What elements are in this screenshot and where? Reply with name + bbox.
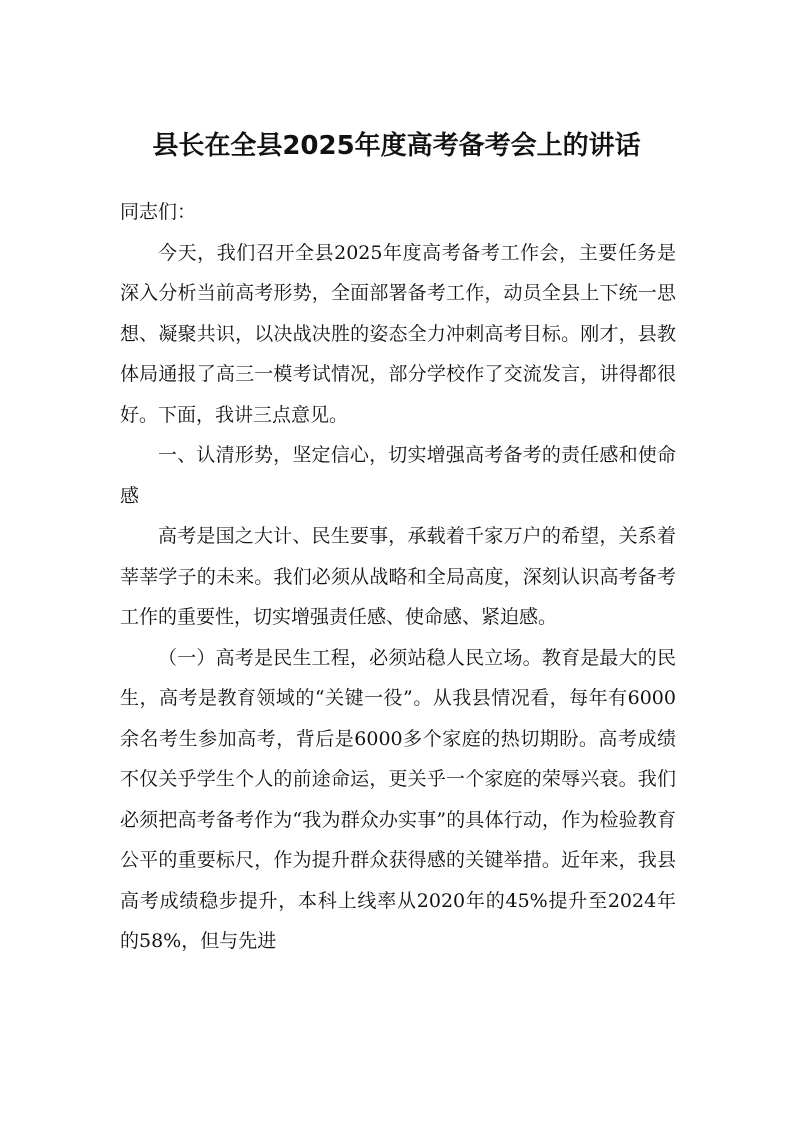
- paragraph-intro: 今天，我们召开全县2025年度高考备考工作会，主要任务是深入分析当前高考形势，全面部署备考工作，动员全县上下统一思想、凝聚共识，以决战决胜的姿态全力冲刺高考目标。刚才，县教体局通报了高三一模考试情况，部分学校作了交流发言，讲得都很好。下面，我讲三点意见。: [120, 241, 676, 426]
- salutation: 同志们：: [120, 201, 197, 223]
- document-title: 县长在全县2025年度高考备考会上的讲话: [152, 131, 641, 161]
- document-body: [120, 192, 676, 962]
- section-heading-1: 一、认清形势，坚定信心，切实增强高考备考的责任感和使命感: [120, 444, 676, 507]
- paragraph-section-1-intro: 高考是国之大计、民生要事，承载着千家万户的希望，关系着莘莘学子的未来。我们必须从战略和全局高度，深刻认识高考备考工作的重要性，切实增强责任感、使命感、紧迫感。: [120, 525, 676, 628]
- paragraph-subsection-1: （一）高考是民生工程，必须站稳人民立场。教育是最大的民生，高考是教育领域的“关键一役”。从我县情况看，每年有6000余名考生参加高考，背后是6000多个家庭的热切期盼。高考成绩不仅关乎学生个人的前途命运，更关乎一个家庭的荣辱兴衰。我们必须把高考备考作为“我为群众办实事”的具体行动，作为检验教育公平的重要标尺，作为提升群众获得感的关键举措。近年来，我县高考成绩稳步提升，本科上线率从2020年的45%提升至2024年的58%，但与先进: [120, 646, 676, 952]
